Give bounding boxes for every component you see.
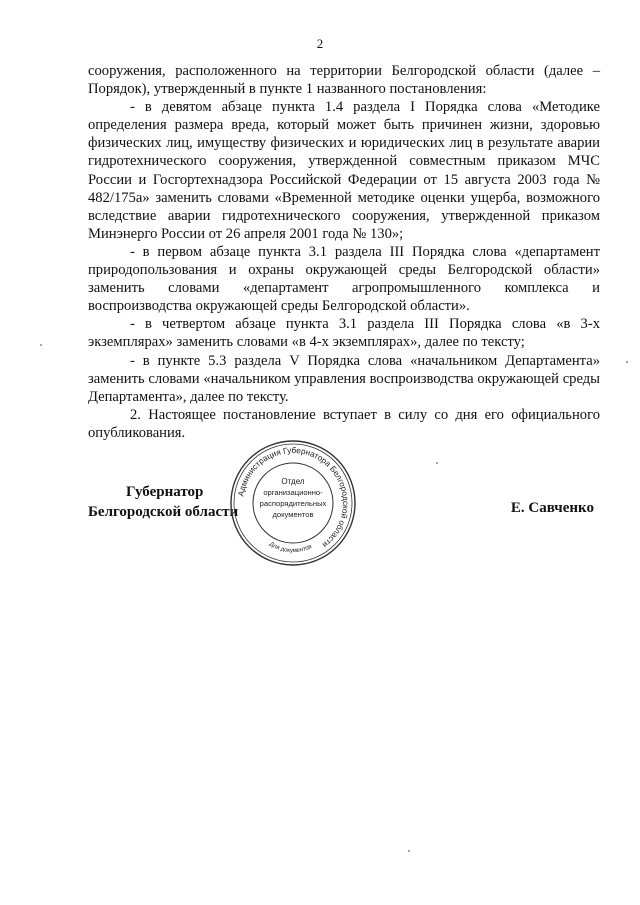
- stamp-center-line3: распорядительных: [259, 499, 327, 508]
- scan-speck: [626, 361, 628, 363]
- paragraph-item-3-1-first: - в первом абзаце пункта 3.1 раздела III Порядка слова «департамент природопользования и охраны окружающей среды Белгородской области» заменить словами «департамент агропромышленного комплекса и воспроизводства окружающей среды Белгородской области».: [88, 243, 600, 315]
- signatory-title: [88, 482, 238, 522]
- official-stamp: [228, 438, 358, 568]
- scan-speck: [408, 850, 410, 852]
- paragraph-effective-date: 2. Настоящее постановление вступает в силу со дня его официального опубликования.: [88, 406, 600, 441]
- scan-speck: [40, 344, 42, 346]
- signatory-title-line2: Белгородской области: [88, 504, 239, 520]
- signatory-name: Е. Савченко: [510, 500, 594, 516]
- signatory-title-line1: Губернатор: [126, 484, 204, 500]
- stamp-bottom-text: Для документов: [268, 541, 313, 555]
- paragraph-item-1-4: - в девятом абзаце пункта 1.4 раздела I Порядка слова «Методике определения размера вреда, который может быть причинен жизни, здоровью физических лиц, имуществу физических и юридических лиц в результате аварии гидротехнического сооружения, утвержденной совместным приказом МЧС России и Госгортехнадзора Российской Федерации от 15 августа 2003 года № 482/175а» заменить словами «Временной методике оценки ущерба, возможного вследствие аварии гидротехнического сооружения, утвержденной приказом Минэнерго России от 26 апреля 2001 года № 130»;: [88, 99, 600, 242]
- page-number: 2: [316, 36, 324, 51]
- scan-speck: [436, 462, 438, 464]
- document-body: [88, 62, 600, 442]
- stamp-center-line1: Отдел: [281, 477, 305, 486]
- stamp-center-line2: организационно-: [263, 488, 323, 497]
- stamp-ring-text: Администрация Губернатора Белгородской области: [236, 445, 351, 550]
- stamp-center-line4: документов: [272, 510, 314, 519]
- paragraph-intro: сооружения, расположенного на территории Белгородской области (далее – Порядок), утвержденный в пункте 1 названного постановления:: [88, 63, 600, 98]
- paragraph-item-3-1-fourth: - в четвертом абзаце пункта 3.1 раздела III Порядка слова «в 3-х экземплярах» заменить словами «в 4-х экземплярах», далее по тексту;: [88, 316, 600, 351]
- paragraph-item-5-3: - в пункте 5.3 раздела V Порядка слова «начальником Департамента» заменить словами «начальником управления воспроизводства окружающей среды Департамента», далее по тексту.: [88, 352, 600, 405]
